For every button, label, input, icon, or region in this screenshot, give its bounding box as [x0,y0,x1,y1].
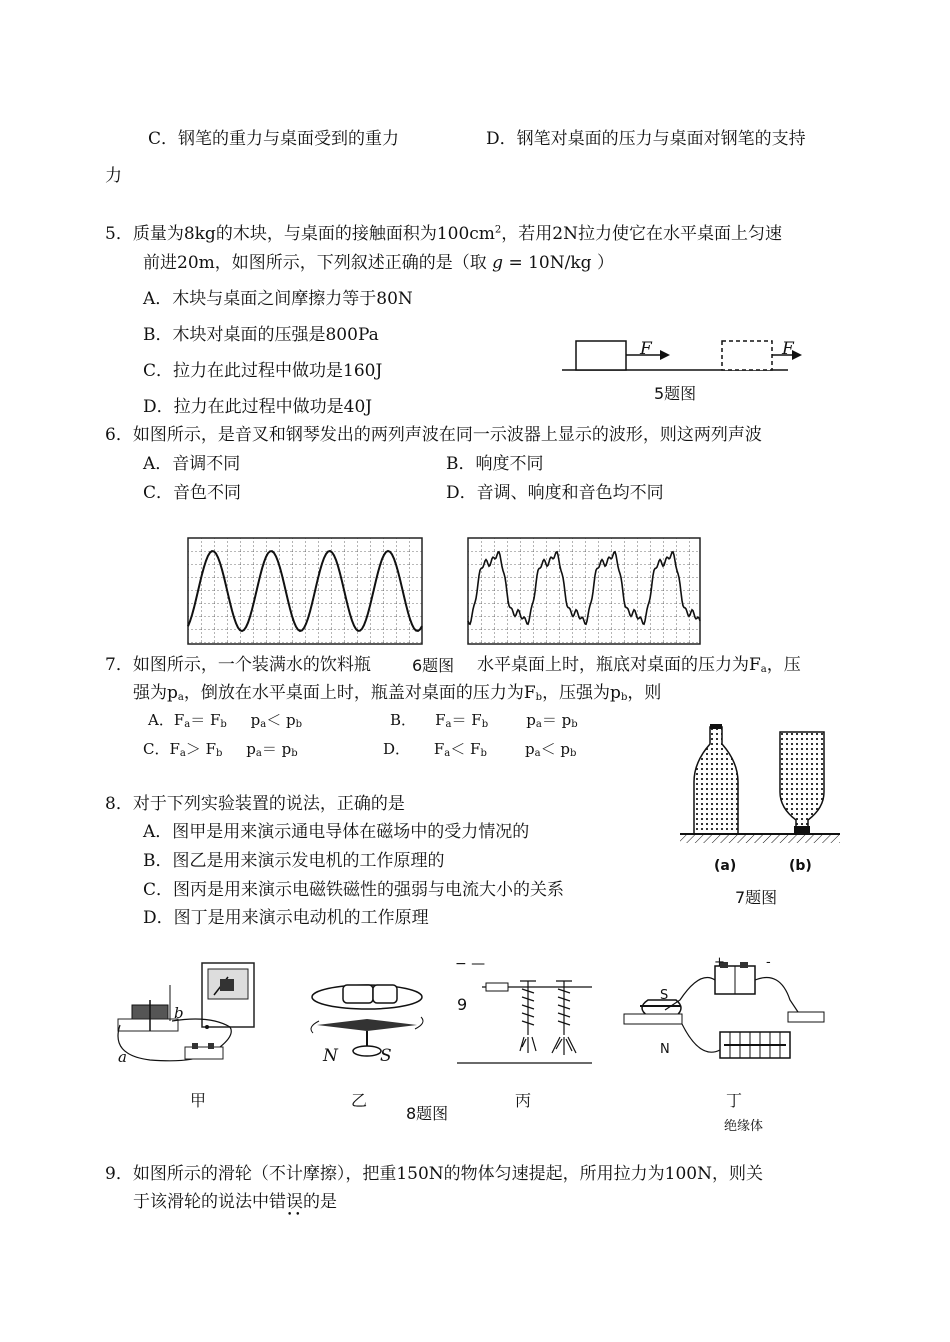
q8-label-N2: N [660,1042,670,1057]
q6-option-b: B．响度不同 [446,454,544,474]
q8-label-b: b [174,1004,184,1022]
q8-figure-jia [110,955,270,1070]
q4-option-d: D．钢笔对桌面的压力与桌面对钢笔的支持 [486,129,806,149]
q7-option-a: A．$F_a= F_b$ $p_a< p_b$ [148,711,303,730]
q9-stem-line2: 于该滑轮的说法中错误的是 [133,1192,337,1212]
q8-insulator-label: 绝缘体 [724,1119,764,1134]
q5-option-a: A．木块与桌面之间摩擦力等于80N [143,289,413,309]
q7-stem-line1-b: 水平桌面上时，瓶底对桌面的压力为$F_a$，压 [477,655,801,675]
q8-option-d: D．图丁是用来演示电动机的工作原理 [143,908,429,928]
q8-fig-label-ding: 丁 [726,1091,743,1110]
q8-fig-label-jia: 甲 [190,1091,207,1110]
q7-bottle-figure [680,722,840,852]
q5-force-label-1: F [640,339,652,359]
q5-option-d: D．拉力在此过程中做功是40J [143,397,373,417]
q8-label-N: N [323,1046,338,1066]
q7-stem-line1-a: 7．如图所示，一个装满水的饮料瓶 [105,655,371,675]
q8-option-a: A．图甲是用来演示通电导体在磁场中的受力情况的 [143,822,530,842]
q8-label-minus: - [766,955,771,970]
q6-waveform-piano [468,538,700,644]
q9-stem-line1: 9．如图所示的滑轮（不计摩擦），把重150N的物体匀速提起，所用拉力为100N，则关 [105,1164,763,1184]
q5-option-b: B．木块对桌面的压强是800Pa [143,325,379,345]
q4-option-c: C．钢笔的重力与桌面受到的重力 [148,129,400,149]
q8-option-c: C．图丙是用来演示电磁铁磁性的强弱与电流大小的关系 [143,880,565,900]
q6-option-c: C．音色不同 [143,483,242,503]
q8-caption: 8题图 [406,1104,449,1123]
q7-option-c: C．$F_a> F_b$ $p_a= p_b$ [143,740,298,759]
q5-caption: 5题图 [654,384,697,403]
q8-label-S: S [380,1046,392,1066]
q5-option-c: C．拉力在此过程中做功是160J [143,361,383,381]
q5-figure [560,335,800,375]
q5-stem-line2: 前进20m，如图所示，下列叙述正确的是（取 g = 10N/kg ） [143,253,614,273]
q7-stem-line2: 强为$p_a$，倒放在水平桌面上时，瓶盖对桌面的压力为$F_b$，压强为$p_b$，则 [133,683,662,703]
q7-caption: 7题图 [735,888,778,907]
q6-stem: 6．如图所示，是音叉和钢琴发出的两列声波在同一示波器上显示的波形，则这两列声波 [105,425,762,445]
q8-figure-bing [452,965,602,1065]
q7-option-d: D． $F_a< F_b$ $p_a< p_b$ [383,740,577,759]
q8-fig-label-bing: 丙 [515,1091,532,1110]
q8-label-pm: − — [455,956,486,972]
q8-label-9: 9 [457,995,468,1014]
q9-emphasis-dots: • • [287,1210,301,1220]
q8-option-b: B．图乙是用来演示发电机的工作原理的 [143,851,445,871]
q5-force-label-2: F [782,339,794,359]
q8-label-a: a [118,1048,127,1066]
q8-label-S2: S [660,988,669,1003]
q8-stem: 8．对于下列实验装置的说法，正确的是 [105,794,405,814]
q5-stem-line1: 5．质量为8kg的木块，与桌面的接触面积为$100cm^2$，若用2N拉力使它在水平桌面上匀速 [105,224,782,244]
q7-label-b: (b) [789,858,812,874]
q8-fig-label-yi: 乙 [351,1091,368,1110]
q8-label-plus: + [714,955,725,970]
q6-waveform-tuning-fork [188,538,422,644]
q7-label-a: (a) [714,858,737,874]
q6-option-a: A．音调不同 [143,454,241,474]
q4-option-d-wrap: 力 [105,166,122,186]
q6-option-d: D．音调、响度和音色均不同 [446,483,664,503]
q8-figure-ding [620,960,830,1070]
q7-option-b: B． $F_a= F_b$ $p_a= p_b$ [390,711,578,730]
q6-caption: 6题图 [412,656,455,675]
